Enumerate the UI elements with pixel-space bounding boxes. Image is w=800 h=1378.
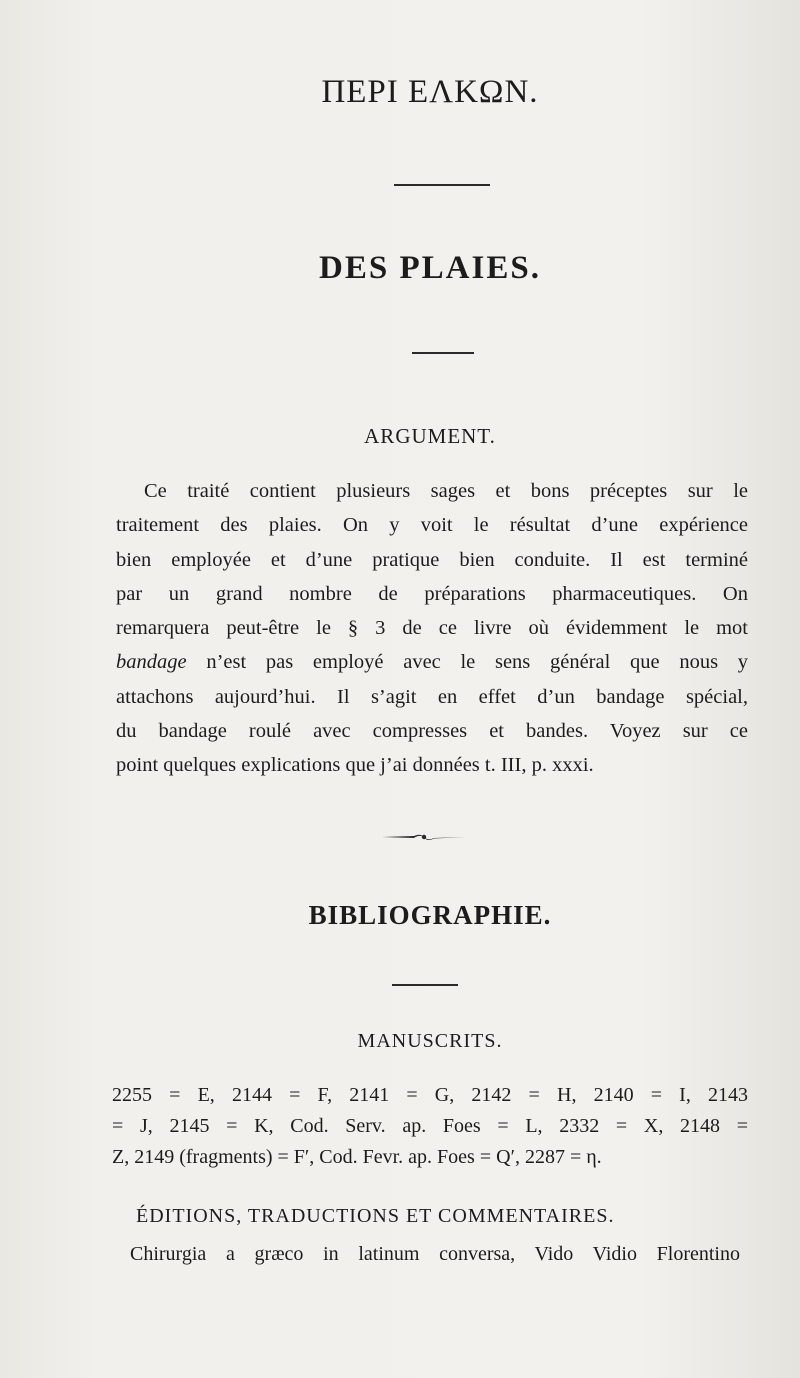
editions-heading: ÉDITIONS, TRADUCTIONS ET COMMENTAIRES.: [136, 1205, 615, 1227]
editions-entry: Chirurgia a græco in latinum conversa, Vido Vidio Florentino: [130, 1243, 740, 1265]
argument-line: bien employée et d’une pratique bien conduite. Il est terminé: [116, 548, 748, 571]
argument-line: point quelques explications que j’ai données t. III, p. xxxi.: [116, 754, 594, 777]
argument-heading: ARGUMENT.: [364, 424, 496, 448]
biblio-rule: [392, 984, 458, 986]
italic-word: bandage: [116, 651, 187, 674]
argument-line: attachons aujourd’hui. Il s’agit en effet d’un bandage spécial,: [116, 685, 748, 708]
argument-line: du bandage roulé avec compresses et bandes. Voyez sur ce: [116, 720, 748, 743]
argument-line: remarquera peut-être le § 3 de ce livre où évidemment le mot: [116, 617, 748, 640]
argument-line: Ce traité contient plusieurs sages et bons préceptes sur le: [144, 480, 748, 502]
argument-line-rest: n’est pas employé avec le sens général que nous y: [206, 651, 749, 674]
argument-line: traitement des plaies. On y voit le résultat d’une expérience: [116, 514, 748, 537]
argument-line-with-italic: [116, 645, 748, 679]
title-rule-2: [412, 352, 474, 354]
manuscrits-line: = J, 2145 = K, Cod. Serv. ap. Foes = L, 2332 = X, 2148 =: [112, 1115, 748, 1137]
argument-paragraph: [116, 474, 748, 783]
bibliographie-heading: BIBLIOGRAPHIE.: [308, 900, 552, 930]
manuscrits-line: 2255 = E, 2144 = F, 2141 = G, 2142 = H, 2140 = I, 2143: [112, 1084, 748, 1106]
ornament-divider: [380, 830, 468, 844]
manuscrits-heading: MANUSCRITS.: [357, 1030, 503, 1052]
title-rule: [394, 184, 490, 186]
manuscrits-line: Z, 2149 (fragments) = F′, Cod. Fevr. ap. Foes = Q′, 2287 = η.: [112, 1146, 602, 1168]
greek-title: ΠΕΡΙ ΕΛΚΩΝ.: [321, 74, 539, 110]
argument-line: par un grand nombre de préparations pharmaceutiques. On: [116, 582, 748, 605]
manuscrits-list: [112, 1080, 748, 1173]
french-title: DES PLAIES.: [319, 250, 541, 286]
